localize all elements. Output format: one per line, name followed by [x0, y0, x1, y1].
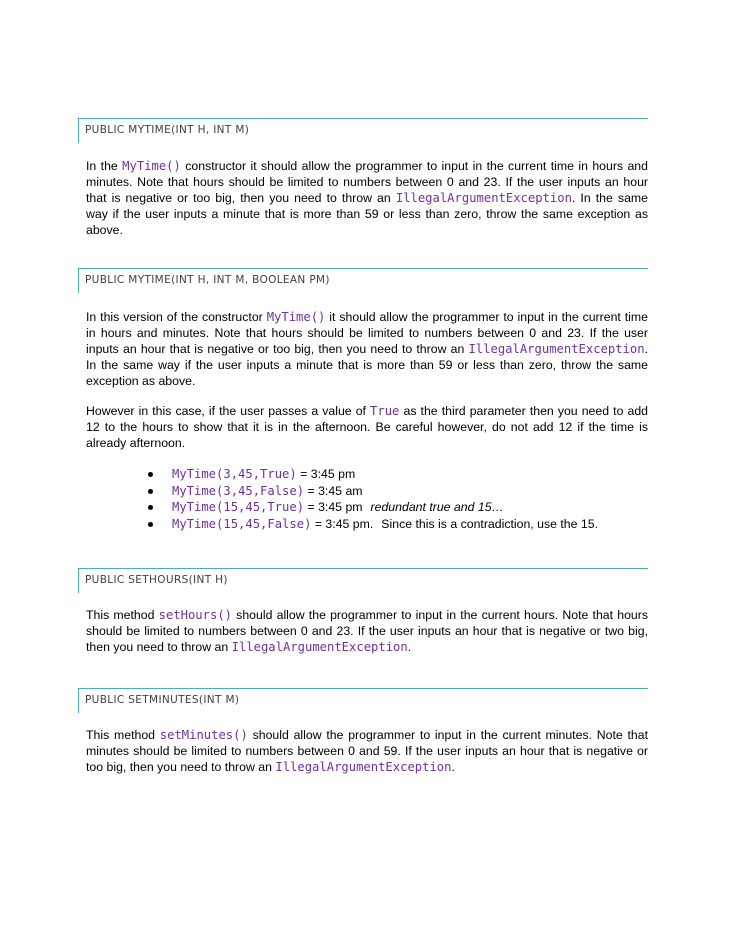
text: as the third parameter then you need to add 12 to the hours to show that it is in the afternoon. Be careful however, do not add 12 if the time is already afternoon.: [86, 404, 648, 450]
code-inline: MyTime(15,45,False): [172, 517, 312, 532]
result-text: = 3:45 pm: [304, 500, 363, 515]
code-inline: MyTime(): [122, 159, 181, 173]
text: This method: [86, 608, 159, 622]
text: should allow the programmer to input in the current minutes. Note that minutes should be limited to numbers between 0 and 59. If the user inputs an hour that is negative or too big, then you need to throw an: [86, 728, 648, 774]
text: it should allow the programmer to input in the current time in hours and minutes. Note that hours should be limited to numbers between 0 and 23. If the user inputs an hour that is negative or too big, then you need to throw an: [86, 310, 648, 356]
heading-text: PUBLIC SETHOURS(INT H): [85, 574, 228, 586]
note-text: Since this is a contradiction, use the 15.: [381, 517, 598, 532]
text: constructor it should allow the programmer to input in the current time in hours and minutes. Note that hours should be limited to numbers between 0 and 23. If the user inputs an hour that is negative or too big, then you need to throw an: [86, 159, 648, 205]
text: In the: [86, 159, 123, 173]
heading-text: PUBLIC MYTIME(INT H, INT M): [85, 124, 250, 136]
text: This method: [86, 728, 160, 742]
text: .: [451, 760, 455, 774]
paragraph-mytime-hm: [86, 158, 648, 238]
bullet-icon: [148, 472, 153, 477]
text: In this version of the constructor: [86, 310, 267, 324]
result-text: = 3:45 pm.: [311, 517, 374, 532]
paragraph-setminutes: [86, 727, 648, 775]
note-text: redundant true and 15…: [370, 500, 504, 515]
paragraph-pm-explanation: [86, 403, 648, 451]
section-heading-mytime-hm: [78, 118, 648, 143]
bullet-icon: [148, 489, 153, 494]
code-inline: setHours(): [158, 608, 232, 622]
code-inline: MyTime(): [266, 310, 326, 324]
code-inline: MyTime(15,45,True): [172, 500, 305, 515]
bullet-icon: [148, 522, 153, 527]
paragraph-mytime-hm-pm: [86, 309, 648, 389]
text: . In the same way if the user inputs a minute that is more than 59 or less than zero, throw the same exception as above.: [86, 342, 648, 388]
list-item: [146, 499, 598, 516]
text: . In the same way if the user inputs a minute that is more than 59 or less than zero, throw the same exception as above.: [86, 191, 648, 237]
code-inline: MyTime(3,45,True): [172, 467, 297, 481]
section-heading-mytime-hm-pm: [78, 268, 648, 293]
text: However in this case, if the user passes a value of: [86, 404, 371, 418]
code-inline: setMinutes(): [159, 728, 248, 742]
code-inline: MyTime(3,45,False): [172, 483, 305, 498]
paragraph-sethours: [86, 607, 648, 655]
list-item: [146, 516, 598, 533]
text: .: [407, 640, 412, 654]
list-item: [146, 483, 598, 500]
code-inline: IllegalArgumentException: [231, 640, 408, 654]
code-inline: True: [370, 404, 400, 418]
heading-text: PUBLIC SETMINUTES(INT M): [85, 694, 240, 706]
bullet-icon: [148, 505, 153, 510]
section-heading-sethours: [78, 568, 648, 593]
code-inline: IllegalArgumentException: [468, 342, 645, 356]
examples-list: [146, 466, 598, 533]
text: should allow the programmer to input in the current hours. Note that hours should be limited to numbers between 0 and 23. If the user inputs an hour that is negative or two big, then you need to throw an: [86, 608, 648, 654]
list-item: [146, 466, 598, 483]
result-text: = 3:45 pm: [296, 467, 356, 481]
section-heading-setminutes: [78, 688, 648, 713]
code-inline: IllegalArgumentException: [275, 760, 452, 774]
code-inline: IllegalArgumentException: [395, 191, 572, 205]
result-text: = 3:45 am: [304, 483, 363, 498]
heading-text: PUBLIC MYTIME(INT H, INT M, BOOLEAN PM): [85, 274, 330, 286]
